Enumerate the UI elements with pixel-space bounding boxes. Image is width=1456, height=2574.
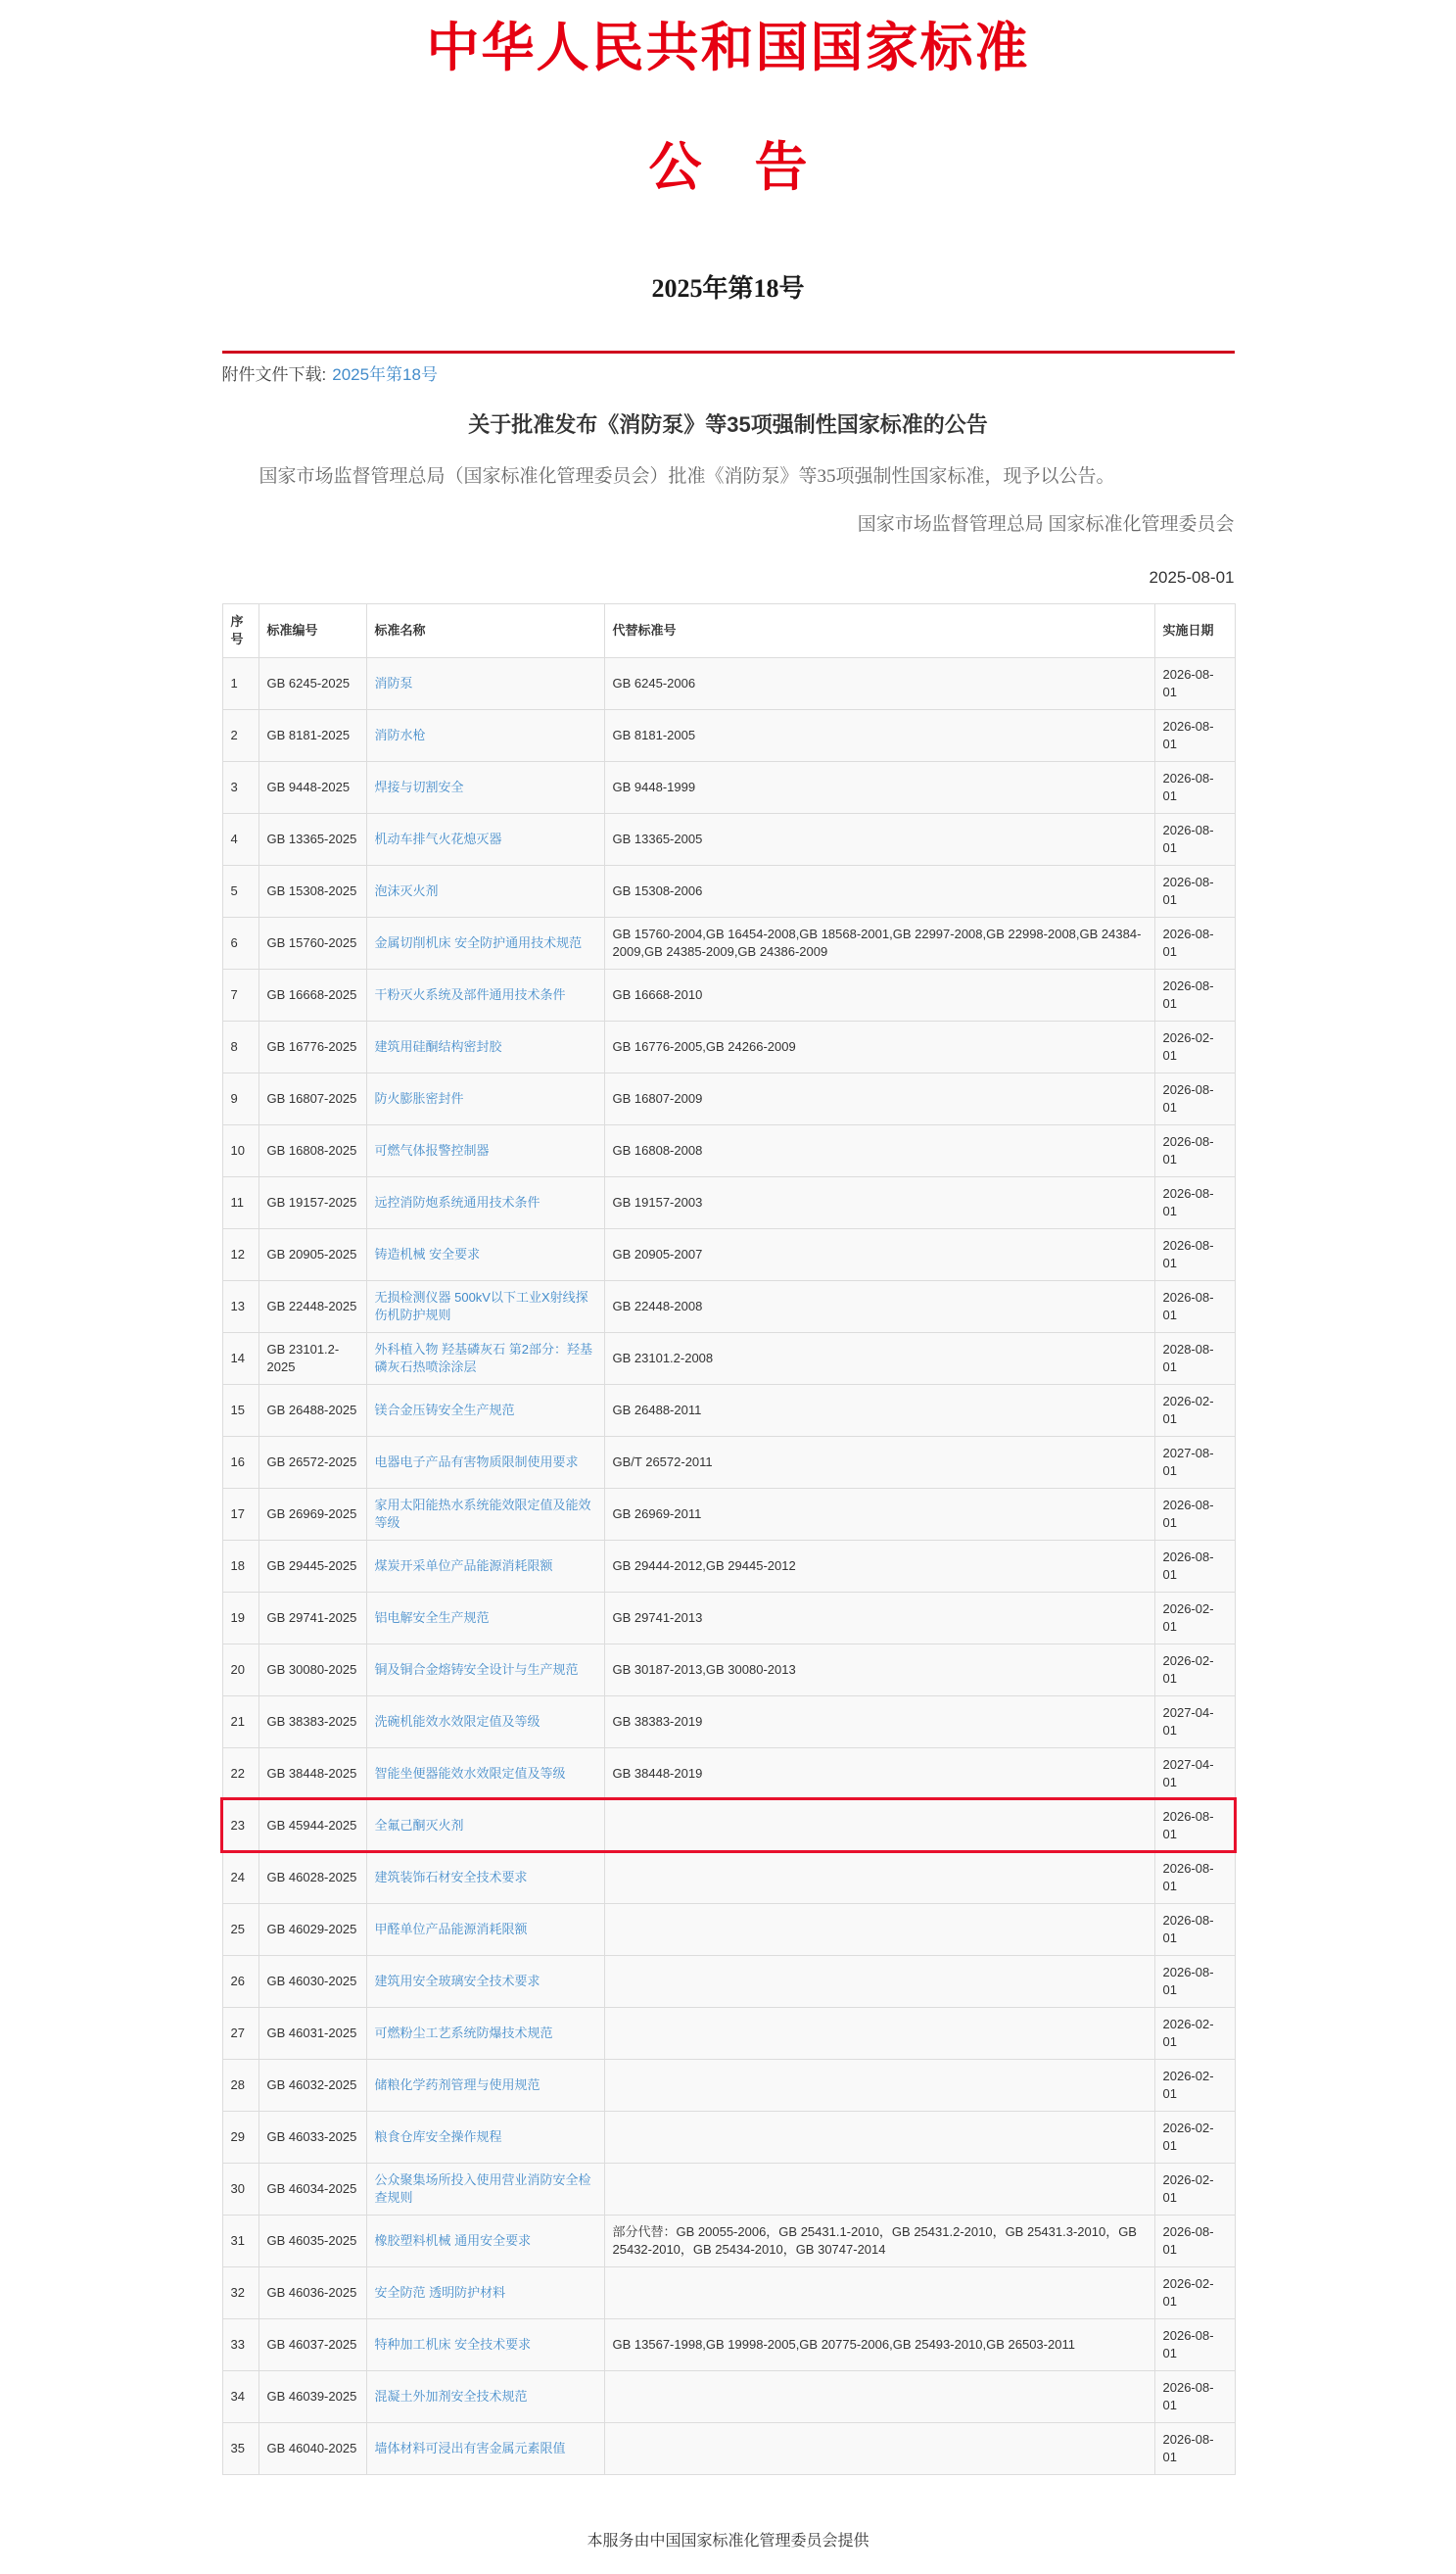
std-number-cell: GB 9448-2025 — [258, 761, 366, 813]
impl-date-cell: 2026-02-01 — [1154, 1021, 1235, 1072]
table-row — [222, 1955, 1235, 2007]
standard-name-link[interactable]: 电器电子产品有害物质限制使用要求 — [374, 1454, 579, 1469]
table-row — [222, 1488, 1235, 1540]
announcement-heading: 公 告 — [648, 138, 808, 197]
table-row — [222, 2163, 1235, 2215]
table-row — [222, 1436, 1235, 1488]
impl-date-cell: 2026-02-01 — [1154, 2163, 1235, 2215]
table-row — [222, 1332, 1235, 1384]
impl-date-cell: 2026-02-01 — [1154, 2266, 1235, 2318]
table-row — [222, 709, 1235, 761]
seq-cell: 20 — [222, 1644, 258, 1695]
standard-name-link[interactable]: 智能坐便器能效水效限定值及等级 — [374, 1765, 566, 1781]
std-number-cell: GB 46031-2025 — [258, 2007, 366, 2059]
std-name-cell — [366, 1280, 604, 1332]
std-name-cell — [366, 2422, 604, 2474]
seq-cell: 30 — [222, 2163, 258, 2215]
standard-name-link[interactable]: 消防泵 — [374, 675, 413, 691]
std-name-cell — [366, 1332, 604, 1384]
std-number-cell: GB 22448-2025 — [258, 1280, 366, 1332]
table-row — [222, 657, 1235, 709]
seq-cell: 26 — [222, 1955, 258, 2007]
attachment-label: 附件文件下载: — [221, 365, 327, 384]
table-row — [222, 1072, 1235, 1124]
impl-date-cell: 2027-08-01 — [1154, 1436, 1235, 1488]
replaced-std-cell: GB 38448-2019 — [604, 1747, 1154, 1799]
replaced-std-cell: GB 6245-2006 — [604, 657, 1154, 709]
seq-cell: 3 — [222, 761, 258, 813]
replaced-std-cell: GB 13567-1998,GB 19998-2005,GB 20775-2006,GB 25493-2010,GB 26503-2011 — [604, 2318, 1154, 2370]
standard-name-link[interactable]: 橡胶塑料机械 通用安全要求 — [374, 2232, 532, 2248]
standard-name-link[interactable]: 建筑用安全玻璃安全技术要求 — [374, 1973, 540, 1988]
impl-date-cell: 2026-02-01 — [1154, 2111, 1235, 2163]
seq-cell: 4 — [222, 813, 258, 865]
std-number-cell: GB 46037-2025 — [258, 2318, 366, 2370]
std-name-cell — [366, 1436, 604, 1488]
standard-name-link[interactable]: 消防水枪 — [374, 727, 426, 742]
table-row — [222, 1644, 1235, 1695]
replaced-std-cell — [604, 2059, 1154, 2111]
table-row — [222, 2215, 1235, 2266]
impl-date-cell: 2026-08-01 — [1154, 657, 1235, 709]
std-name-cell — [366, 2318, 604, 2370]
seq-cell: 21 — [222, 1695, 258, 1747]
std-number-cell: GB 16776-2025 — [258, 1021, 366, 1072]
std-number-cell: GB 15308-2025 — [258, 865, 366, 917]
std-number-cell: GB 16668-2025 — [258, 969, 366, 1021]
std-name-cell — [366, 1695, 604, 1747]
attachment-download-link[interactable]: 2025年第18号 — [332, 365, 438, 384]
seq-cell: 17 — [222, 1488, 258, 1540]
table-row — [222, 1747, 1235, 1799]
std-name-cell — [366, 1384, 604, 1436]
table-row — [222, 2318, 1235, 2370]
standard-name-link[interactable]: 煤炭开采单位产品能源消耗限额 — [374, 1557, 553, 1573]
impl-date-cell: 2026-08-01 — [1154, 2422, 1235, 2474]
replaced-std-cell: GB 30187-2013,GB 30080-2013 — [604, 1644, 1154, 1695]
std-name-cell — [366, 2007, 604, 2059]
table-row — [222, 813, 1235, 865]
standard-name-link[interactable]: 混凝土外加剂安全技术规范 — [374, 2388, 528, 2404]
std-name-cell — [366, 1124, 604, 1176]
std-number-cell: GB 6245-2025 — [258, 657, 366, 709]
std-name-cell — [366, 2163, 604, 2215]
std-number-cell: GB 46039-2025 — [258, 2370, 366, 2422]
impl-date-cell: 2026-02-01 — [1154, 1384, 1235, 1436]
impl-date-cell: 2026-02-01 — [1154, 1644, 1235, 1695]
table-row — [222, 1124, 1235, 1176]
standards-table — [222, 603, 1236, 2475]
standard-name-link[interactable]: 粮食仓库安全操作规程 — [374, 2128, 502, 2144]
std-name-cell — [366, 917, 604, 969]
standard-name-link[interactable]: 全氟己酮灭火剂 — [374, 1817, 464, 1833]
standard-name-link[interactable]: 防火膨胀密封件 — [374, 1090, 464, 1106]
seq-cell: 12 — [222, 1228, 258, 1280]
document-number: 2025年第18号 — [651, 274, 805, 303]
standard-name-link[interactable]: 机动车排气火花熄灭器 — [374, 831, 502, 846]
seq-cell: 5 — [222, 865, 258, 917]
standard-name-link[interactable]: 干粉灭火系统及部件通用技术条件 — [374, 986, 566, 1002]
impl-date-cell: 2026-08-01 — [1154, 813, 1235, 865]
impl-date-cell: 2027-04-01 — [1154, 1695, 1235, 1747]
impl-date-cell: 2026-02-01 — [1154, 2059, 1235, 2111]
table-row — [222, 1695, 1235, 1747]
page-title: 中华人民共和国国家标准 — [426, 19, 1030, 77]
col-header-replaced-std: 代替标准号 — [604, 603, 1154, 657]
table-row — [222, 969, 1235, 1021]
seq-cell: 2 — [222, 709, 258, 761]
std-name-cell — [366, 657, 604, 709]
impl-date-cell: 2026-08-01 — [1154, 2215, 1235, 2266]
std-name-cell — [366, 813, 604, 865]
std-number-cell: GB 45944-2025 — [258, 1799, 366, 1851]
impl-date-cell: 2026-08-01 — [1154, 917, 1235, 969]
announcement-title: 关于批准发布《消防泵》等35项强制性国家标准的公告 — [468, 412, 988, 437]
std-name-cell — [366, 1799, 604, 1851]
standard-name-link[interactable]: 铸造机械 安全要求 — [374, 1246, 481, 1262]
issuing-authority: 国家市场监督管理总局 国家标准化管理委员会 — [857, 513, 1235, 535]
impl-date-cell: 2026-08-01 — [1154, 1540, 1235, 1592]
standard-name-link[interactable]: 特种加工机床 安全技术要求 — [374, 2336, 532, 2352]
seq-cell: 8 — [222, 1021, 258, 1072]
impl-date-cell: 2026-08-01 — [1154, 761, 1235, 813]
std-name-cell — [366, 969, 604, 1021]
std-number-cell: GB 26572-2025 — [258, 1436, 366, 1488]
seq-cell: 11 — [222, 1176, 258, 1228]
table-row — [222, 761, 1235, 813]
table-row — [222, 1228, 1235, 1280]
std-number-cell: GB 30080-2025 — [258, 1644, 366, 1695]
standard-name-link[interactable]: 建筑用硅酮结构密封胶 — [374, 1038, 502, 1054]
table-row — [222, 1021, 1235, 1072]
standard-name-link[interactable]: 建筑装饰石材安全技术要求 — [374, 1869, 528, 1884]
replaced-std-cell: GB 9448-1999 — [604, 761, 1154, 813]
table-row — [222, 2370, 1235, 2422]
replaced-std-cell — [604, 1851, 1154, 1903]
replaced-std-cell: GB 26488-2011 — [604, 1384, 1154, 1436]
standard-name-link[interactable]: 公众聚集场所投入使用营业消防安全检查规则 — [374, 2171, 591, 2205]
seq-cell: 1 — [222, 657, 258, 709]
std-name-cell — [366, 709, 604, 761]
std-number-cell: GB 46033-2025 — [258, 2111, 366, 2163]
seq-cell: 13 — [222, 1280, 258, 1332]
standard-name-link[interactable]: 泡沫灭火剂 — [374, 882, 439, 898]
standard-name-link[interactable]: 墙体材料可浸出有害金属元素限值 — [374, 2440, 566, 2455]
seq-cell: 23 — [222, 1799, 258, 1851]
std-number-cell: GB 13365-2025 — [258, 813, 366, 865]
table-row — [222, 1176, 1235, 1228]
standard-name-link[interactable]: 可燃气体报警控制器 — [374, 1142, 490, 1158]
replaced-std-cell: GB 8181-2005 — [604, 709, 1154, 761]
footer-note: 本服务由中国国家标准化管理委员会提供 — [587, 2532, 869, 2550]
standard-name-link[interactable]: 洗碗机能效水效限定值及等级 — [374, 1713, 540, 1729]
impl-date-cell: 2026-08-01 — [1154, 1124, 1235, 1176]
standard-name-link[interactable]: 储粮化学药剂管理与使用规范 — [374, 2076, 540, 2092]
standard-name-link[interactable]: 外科植入物 羟基磷灰石 第2部分：羟基磷灰石热喷涂涂层 — [374, 1341, 592, 1374]
table-row — [222, 1799, 1235, 1851]
std-name-cell — [366, 1592, 604, 1644]
std-name-cell — [366, 1228, 604, 1280]
impl-date-cell: 2026-08-01 — [1154, 1280, 1235, 1332]
std-number-cell: GB 38383-2025 — [258, 1695, 366, 1747]
seq-cell: 15 — [222, 1384, 258, 1436]
replaced-std-cell: GB 16808-2008 — [604, 1124, 1154, 1176]
impl-date-cell: 2026-08-01 — [1154, 709, 1235, 761]
col-header-std-name: 标准名称 — [366, 603, 604, 657]
seq-cell: 9 — [222, 1072, 258, 1124]
impl-date-cell: 2026-08-01 — [1154, 1176, 1235, 1228]
replaced-std-cell: GB 16668-2010 — [604, 969, 1154, 1021]
impl-date-cell: 2026-08-01 — [1154, 1228, 1235, 1280]
std-name-cell — [366, 2059, 604, 2111]
impl-date-cell: 2026-08-01 — [1154, 1799, 1235, 1851]
impl-date-cell: 2026-08-01 — [1154, 1955, 1235, 2007]
std-name-cell — [366, 1540, 604, 1592]
replaced-std-cell: GB 23101.2-2008 — [604, 1332, 1154, 1384]
seq-cell: 25 — [222, 1903, 258, 1955]
std-number-cell: GB 46032-2025 — [258, 2059, 366, 2111]
table-header-row — [222, 603, 1235, 657]
std-name-cell — [366, 1176, 604, 1228]
std-number-cell: GB 26969-2025 — [258, 1488, 366, 1540]
impl-date-cell: 2026-08-01 — [1154, 1903, 1235, 1955]
seq-cell: 10 — [222, 1124, 258, 1176]
impl-date-cell: 2026-08-01 — [1154, 2318, 1235, 2370]
std-number-cell: GB 46035-2025 — [258, 2215, 366, 2266]
table-row — [222, 1592, 1235, 1644]
std-name-cell — [366, 1903, 604, 1955]
table-row — [222, 2059, 1235, 2111]
standard-name-link[interactable]: 铜及铜合金熔铸安全设计与生产规范 — [374, 1661, 579, 1677]
seq-cell: 34 — [222, 2370, 258, 2422]
replaced-std-cell: 部分代替：GB 20055-2006，GB 25431.1-2010，GB 25431.2-2010，GB 25431.3-2010，GB 25432-2010，GB 25434-2010，GB 30747-2014 — [604, 2215, 1154, 2266]
std-number-cell: GB 23101.2-2025 — [258, 1332, 366, 1384]
impl-date-cell: 2026-08-01 — [1154, 969, 1235, 1021]
replaced-std-cell: GB 22448-2008 — [604, 1280, 1154, 1332]
replaced-std-cell — [604, 1799, 1154, 1851]
replaced-std-cell: GB 26969-2011 — [604, 1488, 1154, 1540]
replaced-std-cell — [604, 2007, 1154, 2059]
standard-name-link[interactable]: 甲醛单位产品能源消耗限额 — [374, 1921, 528, 1936]
replaced-std-cell: GB 16776-2005,GB 24266-2009 — [604, 1021, 1154, 1072]
replaced-std-cell: GB 20905-2007 — [604, 1228, 1154, 1280]
table-row — [222, 1540, 1235, 1592]
standard-name-link[interactable]: 铝电解安全生产规范 — [374, 1609, 490, 1625]
std-number-cell: GB 19157-2025 — [258, 1176, 366, 1228]
impl-date-cell: 2028-08-01 — [1154, 1332, 1235, 1384]
std-name-cell — [366, 2266, 604, 2318]
seq-cell: 28 — [222, 2059, 258, 2111]
standard-name-link[interactable]: 焊接与切割安全 — [374, 779, 464, 794]
std-number-cell: GB 46036-2025 — [258, 2266, 366, 2318]
impl-date-cell: 2026-08-01 — [1154, 1488, 1235, 1540]
replaced-std-cell — [604, 2370, 1154, 2422]
seq-cell: 16 — [222, 1436, 258, 1488]
replaced-std-cell: GB 15760-2004,GB 16454-2008,GB 18568-2001,GB 22997-2008,GB 22998-2008,GB 24384-2009,GB 24385-2009,GB 24386-2009 — [604, 917, 1154, 969]
std-number-cell: GB 20905-2025 — [258, 1228, 366, 1280]
impl-date-cell: 2026-02-01 — [1154, 2007, 1235, 2059]
std-number-cell: GB 46040-2025 — [258, 2422, 366, 2474]
standard-name-link[interactable]: 安全防范 透明防护材料 — [374, 2284, 506, 2300]
table-row — [222, 2266, 1235, 2318]
impl-date-cell: 2027-04-01 — [1154, 1747, 1235, 1799]
seq-cell: 29 — [222, 2111, 258, 2163]
seq-cell: 14 — [222, 1332, 258, 1384]
std-name-cell — [366, 1955, 604, 2007]
impl-date-cell: 2026-08-01 — [1154, 1072, 1235, 1124]
standard-name-link[interactable]: 金属切削机床 安全防护通用技术规范 — [374, 934, 583, 950]
std-name-cell — [366, 2370, 604, 2422]
seq-cell: 31 — [222, 2215, 258, 2266]
table-row — [222, 1851, 1235, 1903]
standard-name-link[interactable]: 远控消防炮系统通用技术条件 — [374, 1194, 540, 1210]
std-number-cell: GB 46029-2025 — [258, 1903, 366, 1955]
seq-cell: 18 — [222, 1540, 258, 1592]
seq-cell: 22 — [222, 1747, 258, 1799]
std-number-cell: GB 29445-2025 — [258, 1540, 366, 1592]
standard-name-link[interactable]: 可燃粉尘工艺系统防爆技术规范 — [374, 2025, 553, 2040]
std-number-cell: GB 15760-2025 — [258, 917, 366, 969]
table-row — [222, 917, 1235, 969]
col-header-impl-date: 实施日期 — [1154, 603, 1235, 657]
std-number-cell: GB 29741-2025 — [258, 1592, 366, 1644]
replaced-std-cell: GB 19157-2003 — [604, 1176, 1154, 1228]
announcement-body: 国家市场监督管理总局（国家标准化管理委员会）批准《消防泵》等35项强制性国家标准，现予以公告。 — [258, 466, 1115, 487]
std-number-cell: GB 38448-2025 — [258, 1747, 366, 1799]
std-number-cell: GB 16808-2025 — [258, 1124, 366, 1176]
table-row — [222, 1384, 1235, 1436]
std-name-cell — [366, 1021, 604, 1072]
replaced-std-cell: GB 38383-2019 — [604, 1695, 1154, 1747]
table-row — [222, 865, 1235, 917]
seq-cell: 24 — [222, 1851, 258, 1903]
replaced-std-cell — [604, 2163, 1154, 2215]
seq-cell: 7 — [222, 969, 258, 1021]
seq-cell: 19 — [222, 1592, 258, 1644]
standard-name-link[interactable]: 无损检测仪器 500kV以下工业X射线探伤机防护规则 — [374, 1289, 588, 1322]
col-header-seq: 序号 — [222, 603, 258, 657]
table-row — [222, 2111, 1235, 2163]
replaced-std-cell: GB 13365-2005 — [604, 813, 1154, 865]
std-number-cell: GB 26488-2025 — [258, 1384, 366, 1436]
table-row — [222, 1903, 1235, 1955]
std-number-cell: GB 46034-2025 — [258, 2163, 366, 2215]
std-number-cell: GB 46028-2025 — [258, 1851, 366, 1903]
seq-cell: 27 — [222, 2007, 258, 2059]
replaced-std-cell: GB 29741-2013 — [604, 1592, 1154, 1644]
col-header-std-number: 标准编号 — [258, 603, 366, 657]
std-name-cell — [366, 2215, 604, 2266]
table-row — [222, 2422, 1235, 2474]
impl-date-cell: 2026-08-01 — [1154, 2370, 1235, 2422]
announcement-page — [222, 0, 1235, 2574]
seq-cell: 35 — [222, 2422, 258, 2474]
std-number-cell: GB 46030-2025 — [258, 1955, 366, 2007]
replaced-std-cell — [604, 1903, 1154, 1955]
standard-name-link[interactable]: 镁合金压铸安全生产规范 — [374, 1402, 515, 1417]
std-number-cell: GB 8181-2025 — [258, 709, 366, 761]
impl-date-cell: 2026-08-01 — [1154, 1851, 1235, 1903]
replaced-std-cell: GB 16807-2009 — [604, 1072, 1154, 1124]
std-name-cell — [366, 1644, 604, 1695]
standards-table-body — [222, 657, 1235, 2474]
std-number-cell: GB 16807-2025 — [258, 1072, 366, 1124]
seq-cell: 6 — [222, 917, 258, 969]
seq-cell: 32 — [222, 2266, 258, 2318]
replaced-std-cell — [604, 2266, 1154, 2318]
std-name-cell — [366, 865, 604, 917]
impl-date-cell: 2026-02-01 — [1154, 1592, 1235, 1644]
table-row — [222, 1280, 1235, 1332]
attachment-download-bar — [222, 351, 1235, 385]
std-name-cell — [366, 761, 604, 813]
standard-name-link[interactable]: 家用太阳能热水系统能效限定值及能效等级 — [374, 1497, 591, 1530]
replaced-std-cell — [604, 2422, 1154, 2474]
std-name-cell — [366, 1488, 604, 1540]
replaced-std-cell: GB 29444-2012,GB 29445-2012 — [604, 1540, 1154, 1592]
seq-cell: 33 — [222, 2318, 258, 2370]
replaced-std-cell — [604, 1955, 1154, 2007]
replaced-std-cell — [604, 2111, 1154, 2163]
std-name-cell — [366, 1851, 604, 1903]
std-name-cell — [366, 1072, 604, 1124]
table-row — [222, 2007, 1235, 2059]
publish-date: 2025-08-01 — [1149, 567, 1235, 587]
impl-date-cell: 2026-08-01 — [1154, 865, 1235, 917]
std-name-cell — [366, 2111, 604, 2163]
replaced-std-cell: GB/T 26572-2011 — [604, 1436, 1154, 1488]
replaced-std-cell: GB 15308-2006 — [604, 865, 1154, 917]
std-name-cell — [366, 1747, 604, 1799]
